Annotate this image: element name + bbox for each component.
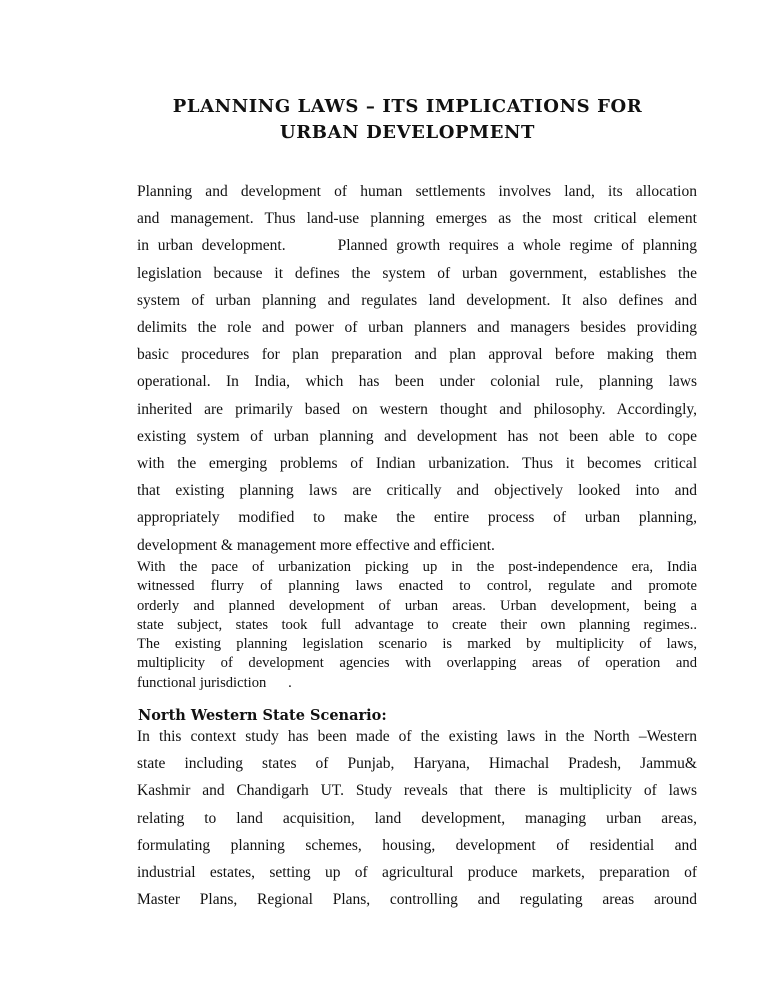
text-line: multiplicity of development agencies with overlapping areas of operation and xyxy=(137,655,697,672)
text-line: operational. In India, which has been under colonial rule, planning laws xyxy=(137,373,697,391)
text-line: Master Plans, Regional Plans, controlling and regulating areas around xyxy=(137,891,697,909)
title-line: PLANNING LAWS – ITS IMPLICATIONS FOR xyxy=(172,96,643,117)
paragraph-intro xyxy=(137,178,697,559)
section-heading: North Western State Scenario: xyxy=(138,707,387,724)
title-line: URBAN DEVELOPMENT xyxy=(279,122,536,143)
text-line: with the emerging problems of Indian urbanization. Thus it becomes critical xyxy=(137,455,697,473)
text-line: formulating planning schemes, housing, development of residential and xyxy=(137,836,697,854)
text-line: legislation because it defines the system of urban government, establishes the xyxy=(137,264,697,282)
text-line: delimits the role and power of urban planners and managers besides providing xyxy=(137,319,697,337)
text-line: state including states of Punjab, Haryana, Himachal Pradesh, Jammu& xyxy=(137,755,697,773)
text-line: and management. Thus land-use planning emerges as the most critical element xyxy=(137,210,697,228)
text-line: orderly and planned development of urban areas. Urban development, being a xyxy=(137,597,697,614)
text-line: existing system of urban planning and development has not been able to cope xyxy=(137,427,697,445)
text-line: The existing planning legislation scenario is marked by multiplicity of laws, xyxy=(137,636,697,653)
paragraph-urbanization xyxy=(137,558,697,693)
text-line: relating to land acquisition, land development, managing urban areas, xyxy=(137,809,697,827)
text-line: development & management more effective and efficient. xyxy=(137,536,495,554)
text-line: witnessed flurry of planning laws enacted to control, regulate and promote xyxy=(137,578,697,595)
text-line: that existing planning laws are critically and objectively looked into and xyxy=(137,482,697,500)
document-title xyxy=(120,94,695,146)
text-line: basic procedures for plan preparation and plan approval before making them xyxy=(137,346,697,364)
paragraph-north-western xyxy=(137,723,697,913)
text-line: in urban development. Planned growth requires a whole regime of planning xyxy=(137,237,697,255)
text-line: With the pace of urbanization picking up in the post-independence era, India xyxy=(137,559,697,575)
text-line: In this context study has been made of the existing laws in the North –Western xyxy=(137,728,697,745)
text-line: Planning and development of human settlements involves land, its allocation xyxy=(137,183,697,200)
text-line: Kashmir and Chandigarh UT. Study reveals that there is multiplicity of laws xyxy=(137,782,697,800)
text-line: functional jurisdiction . xyxy=(137,674,292,691)
text-line: state subject, states took full advantage to create their own planning regimes.. xyxy=(137,616,697,633)
text-line: system of urban planning and regulates land development. It also defines and xyxy=(137,291,697,309)
text-line: industrial estates, setting up of agricultural produce markets, preparation of xyxy=(137,864,697,882)
text-line: appropriately modified to make the entire process of urban planning, xyxy=(137,509,697,527)
text-line: inherited are primarily based on western thought and philosophy. Accordingly, xyxy=(137,400,697,418)
